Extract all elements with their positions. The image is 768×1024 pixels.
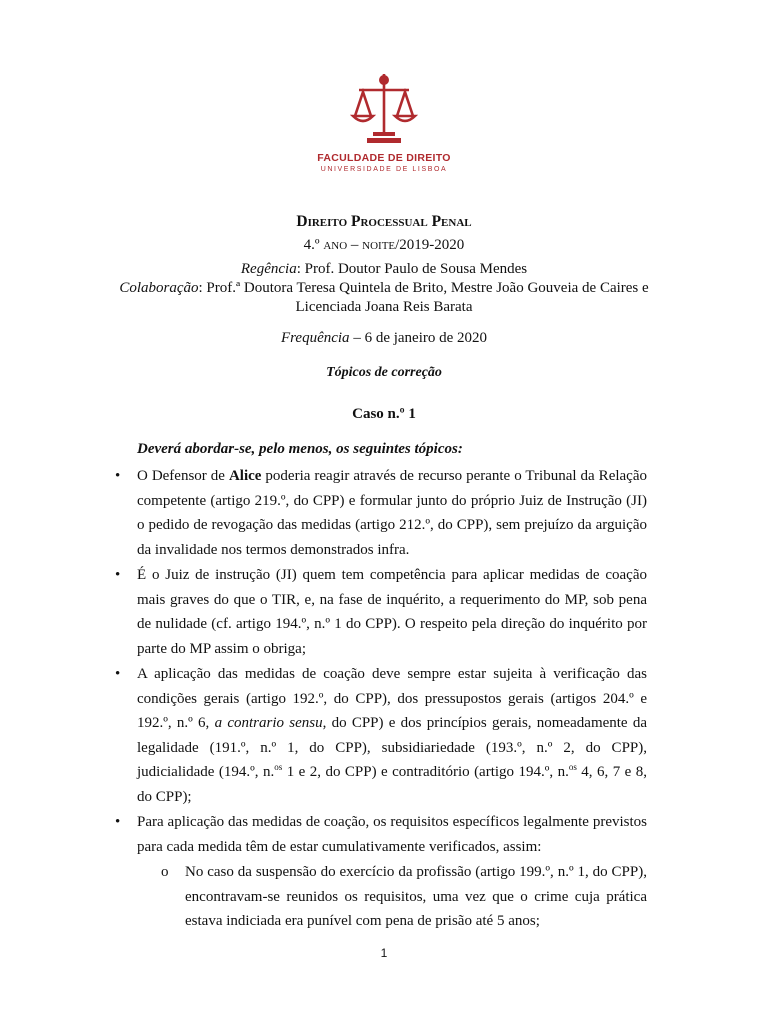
page-number: 1 bbox=[380, 946, 388, 960]
list-item bbox=[115, 662, 647, 809]
colaboracao-line-2: Licenciada Joana Reis Barata bbox=[295, 299, 473, 315]
page-title: Direito Processual Penal bbox=[296, 213, 472, 230]
colaboracao-value: : Prof.ª Doutora Teresa Quintela de Brito, Mestre João Gouveia de Caires e bbox=[198, 280, 649, 296]
item-text: O Defensor de bbox=[137, 468, 229, 484]
item-text: 1 e 2, do CPP) e contraditório (artigo 194.º, n. bbox=[282, 764, 569, 780]
case-heading: Caso n.º 1 bbox=[352, 406, 416, 422]
superscript: os bbox=[568, 762, 577, 772]
frequencia-line bbox=[0, 329, 768, 348]
bullet: • bbox=[115, 567, 121, 583]
regencia-value: : Prof. Doutor Paulo de Sousa Mendes bbox=[296, 261, 528, 277]
colaboracao-label: Colaboração bbox=[119, 280, 199, 296]
item-text: É o Juiz de instrução (JI) quem tem competência para aplicar medidas de coação mais graves do que o TIR, e, na fase de inquérito, a requerimento do MP, sob pena de nulidade (cf. artigo 194.º, n.º 1 do CPP). O respeito pela direção do inquérito por parte do MP assim o obriga; bbox=[137, 567, 647, 657]
intro-text: Deverá abordar-se, pelo menos, os seguintes tópicos: bbox=[137, 441, 463, 457]
frequencia-value: – 6 de janeiro de 2020 bbox=[349, 330, 488, 346]
topics-list bbox=[115, 464, 647, 934]
frequencia-label: Frequência bbox=[280, 330, 350, 346]
list-item bbox=[115, 464, 647, 562]
university-name: UNIVERSIDADE DE LISBOA bbox=[320, 166, 448, 173]
bullet: • bbox=[115, 666, 121, 682]
course-year: 4.º ano – noite/2019-2020 bbox=[303, 237, 465, 253]
item-text: , do CPP) e dos princípios gerais, nomeadamente da legalidade (191.º, n.º 1, do CPP), subsidiariedade (193.º, n.º 2, do CPP), judicialidade (194.º, n. bbox=[137, 715, 647, 780]
faculty-logo bbox=[0, 70, 768, 173]
document-header bbox=[0, 212, 768, 382]
item-name-bold: Alice bbox=[228, 468, 262, 484]
colaboracao-line bbox=[0, 279, 768, 298]
regencia-label: Regência bbox=[240, 261, 297, 277]
superscript: os bbox=[274, 762, 283, 772]
list-item bbox=[115, 563, 647, 661]
list-item bbox=[115, 810, 647, 859]
topicos-heading: Tópicos de correção bbox=[326, 365, 442, 380]
item-text: Para aplicação das medidas de coação, os requisitos específicos legalmente previstos para cada medida têm de estar cumulativamente verificados, assim: bbox=[137, 814, 647, 855]
regencia-line bbox=[0, 260, 768, 279]
item-text: A aplicação das medidas de coação deve sempre estar sujeita à verificação das condições gerais (artigo 192.º, do CPP), dos pressupostos gerais (artigos 204.º e 192.º, n.º 6, bbox=[137, 666, 647, 731]
item-italic: a contrario sensu bbox=[214, 715, 323, 731]
scales-of-justice-icon bbox=[349, 70, 419, 148]
sub-bullet: o bbox=[161, 864, 169, 880]
item-text: 4, 6, 7 e 8, do CPP); bbox=[137, 764, 647, 805]
faculty-name: FACULDADE DE DIREITO bbox=[317, 152, 451, 164]
sub-list-item bbox=[161, 860, 647, 934]
item-text: No caso da suspensão do exercício da profissão (artigo 199.º, n.º 1, do CPP), encontravam-se reunidos os requisitos, uma vez que o crime cuja prática estava indiciada era punível com pena de prisão até 5 anos; bbox=[185, 864, 647, 929]
bullet: • bbox=[115, 468, 121, 484]
item-text: poderia reagir através de recurso perante o Tribunal da Relação competente (artigo 219.º, do CPP) e formular junto do próprio Juiz de Instrução (JI) o pedido de revogação das medidas (artigo 212.º, do CPP), sem prejuízo da arguição da invalidade nos termos demonstrados infra. bbox=[137, 468, 647, 558]
bullet: • bbox=[115, 814, 121, 830]
